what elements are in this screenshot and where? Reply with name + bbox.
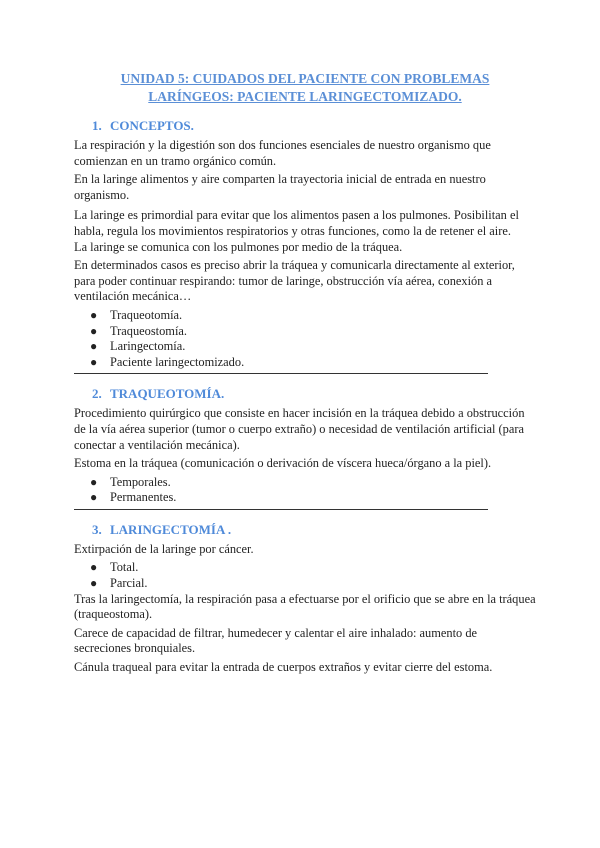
bullet-icon: ● <box>90 307 98 322</box>
bullet-icon: ● <box>90 560 98 575</box>
list-item: ● Permanentes. <box>90 490 177 505</box>
bullet-icon: ● <box>90 354 98 369</box>
list-item: ● Temporales. <box>90 474 171 489</box>
paragraph: Extirpación de la laringe por cáncer. <box>74 541 254 556</box>
bullet-icon: ● <box>90 323 98 338</box>
section-title: CONCEPTOS. <box>110 118 194 133</box>
paragraph: La laringe es primordial para evitar que los alimentos pasen a los pulmones. Posibilitan el habla, regula los movimientos respiratorios y otras funciones, como la de retener el aire. <box>74 208 519 238</box>
list-item: ● Laringectomía. <box>90 339 186 354</box>
title-line-1: UNIDAD 5: CUIDADOS DEL PACIENTE CON PROBLEMAS <box>120 71 490 86</box>
paragraph: En determinados casos es preciso abrir la tráquea y comunicarla directamente al exterior, para poder continuar respirando: tumor de laringe, obstrucción vía aérea, conexión a ventilación mecánica… <box>74 258 515 304</box>
bullet-icon: ● <box>90 490 98 505</box>
list-item: ● Traqueostomía. <box>90 323 187 338</box>
bullet-list <box>74 308 536 370</box>
paragraph: La respiración y la digestión son dos funciones esenciales de nuestro organismo que comienzan en un tramo orgánico común. <box>74 138 491 168</box>
section-number: 2. <box>92 386 102 402</box>
paragraph: Procedimiento quirúrgico que consiste en hacer incisión en la tráquea debido a obstrucción de la vía aérea superior (tumor o cuerpo extraño) o necesidad de ventilación artificial (para conectar a ventilación mecánica). <box>74 406 525 452</box>
section-heading-laringectomia <box>92 522 536 538</box>
paragraph: Tras la laringectomía, la respiración pasa a efectuarse por el orificio que se abre en la tráquea (traqueostoma). <box>74 591 536 622</box>
section-title: TRAQUEOTOMÍA. <box>110 386 225 402</box>
paragraph: Cánula traqueal para evitar la entrada de cuerpos extraños y evitar cierre del estoma. <box>74 660 493 675</box>
bullet-icon: ● <box>90 576 98 591</box>
list-item: ● Parcial. <box>90 576 148 591</box>
horizontal-rule <box>74 509 488 510</box>
paragraph: La laringe se comunica con los pulmones por medio de la tráquea. <box>74 239 403 254</box>
bullet-icon: ● <box>90 339 98 354</box>
paragraph: Carece de capacidad de filtrar, humedecer y calentar el aire inhalado: aumento de secreciones bronquiales. <box>74 625 478 656</box>
bullet-list <box>74 560 536 591</box>
section-number: 1. <box>92 118 102 133</box>
list-item: ● Paciente laringectomizado. <box>90 354 245 369</box>
bullet-icon: ● <box>90 474 98 489</box>
section-title: LARINGECTOMÍA . <box>110 521 232 537</box>
paragraph: En la laringe alimentos y aire comparten la trayectoria inicial de entrada en nuestro organismo. <box>74 172 486 202</box>
section-number: 3. <box>92 521 102 537</box>
paragraph: Estoma en la tráquea (comunicación o derivación de víscera hueca/órgano a la piel). <box>74 456 492 471</box>
section-heading-traqueotomia <box>92 386 536 402</box>
document-title <box>74 70 536 106</box>
list-item: ● Traqueotomía. <box>90 307 183 322</box>
bullet-list <box>74 475 536 506</box>
document-page <box>74 70 536 679</box>
horizontal-rule <box>74 373 488 374</box>
section-heading-conceptos <box>92 118 536 134</box>
list-item: ● Total. <box>90 560 139 575</box>
title-line-2: LARÍNGEOS: PACIENTE LARINGECTOMIZADO. <box>148 89 462 104</box>
